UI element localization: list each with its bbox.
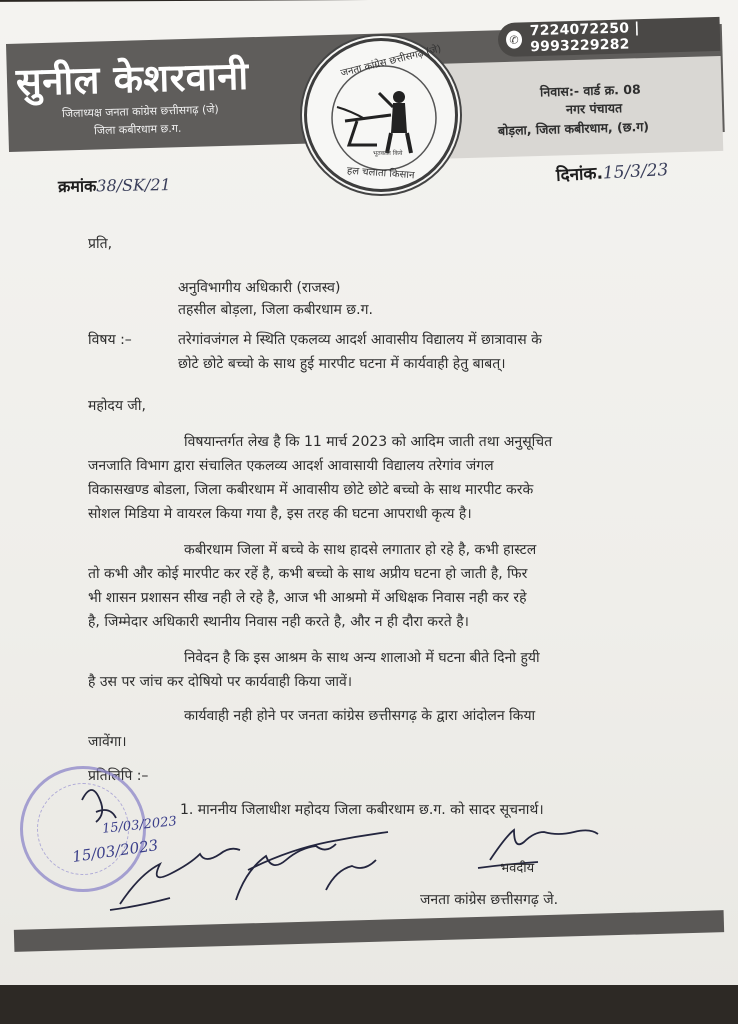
copy-label: प्रतिलिपि :– — [88, 768, 149, 784]
phone-numbers: 7224072250 | 9993229282 — [529, 20, 640, 56]
recipient-address: तहसील बोड़ला, जिला कबीरधाम छ.ग. — [178, 302, 373, 318]
para4-line-2: जावेंगा। — [88, 734, 127, 750]
recipient-title: अनुविभागीय अधिकारी (राजस्व) — [178, 280, 341, 296]
para3-line-1: निवेदन है कि इस आश्रम के साथ अन्य शालाओ में घटना बीते दिनो हुयी — [184, 650, 540, 666]
para1-line-3: विकासखण्ड बोडला, जिला कबीरधाम में आवासीय छोटे छोटे बच्चो के साथ मारपीट करके — [88, 482, 534, 498]
subject-line-2: छोटे छोटे बच्चो के साथ हुई मारपीट घटना में कार्यवाही हेतु बाबत्। — [178, 356, 506, 372]
phone-icon: ✆ — [506, 30, 522, 48]
para3-line-2: है उस पर जांच कर दोषियो पर कार्यवाही किया जावें। — [88, 674, 353, 690]
para1-line-1: विषयान्तर्गत लेख है कि 11 मार्च 2023 को आदिम जाती तथा अनुसूचित — [184, 434, 553, 450]
background-surface — [0, 985, 738, 1024]
sender-name: सुनील केशरवानी — [15, 53, 250, 105]
sender-designation: जिलाध्यक्ष जनता कांग्रेस छत्तीसगढ़ (जे) — [61, 102, 219, 121]
stamp-date-signed: 15/03/2023 — [101, 814, 178, 837]
para2-line-3: भी शासन प्रशासन सीख नही ले रहे है, आज भी आश्रमो में अधिक्षक निवास नही कर रहे — [88, 590, 527, 606]
closing: भवदीय — [500, 861, 535, 876]
signatory-org: जनता कांग्रेस छत्तीसगढ़ जे. — [420, 892, 559, 908]
para1-line-2: जनजाति विभाग द्वारा संचालित एकलव्य आदर्श आवासायी विद्यालय तरेगांव जंगल — [88, 458, 494, 474]
residence-nagar: नगर पंचायत — [565, 100, 623, 117]
para1-line-4: सोशल मिडिया मे वायरल किया गया है, इस तरह की घटना आपराधी कृत्य है। — [88, 506, 472, 522]
subject-label: विषय :– — [88, 332, 132, 348]
logo-bottom-text: हल चलाता किसान — [346, 165, 415, 182]
logo-top-text: जनता कांग्रेस छत्तीसगढ़ (जे) — [339, 43, 443, 80]
sender-district: जिला कबीरधाम छ.ग. — [93, 121, 182, 138]
residence-ward: निवास:- वार्ड क्र. 08 — [539, 81, 641, 100]
date-value: 15/3/23 — [602, 160, 669, 184]
salutation: महोदय जी, — [88, 398, 146, 414]
letter-date: दिनांक.15/3/23 — [555, 160, 669, 186]
residence-town: बोड़ला, जिला कबीरधाम, (छ.ग) — [497, 118, 650, 139]
reference-label: क्रमांक — [57, 176, 97, 196]
to-label: प्रति, — [88, 236, 113, 252]
date-label: दिनांक — [555, 163, 597, 186]
subject-line-1: तरेगांवजंगल मे स्थिति एकलव्य आदर्श आवासीय विद्यालय में छात्रावास के — [178, 332, 542, 348]
copy-item: 1. माननीय जिलाधीश महोदय जिला कबीरधाम छ.ग. को सादर सूचनार्थ। — [180, 802, 544, 818]
para2-line-1: कबीरधाम जिला में बच्चे के साथ हादसे लगातार हो रहे है, कभी हास्टल — [184, 542, 537, 558]
logo-caption: भूतकाल किये — [373, 150, 403, 157]
para2-line-2: तो कभी और कोई मारपीट कर रहें है, कभी बच्चो के साथ अप्रीय घटना हो जाती है, फिर — [88, 566, 528, 582]
para4-line-1: कार्यवाही नही होने पर जनता कांग्रेस छत्तीसगढ़ के द्वारा आंदोलन किया — [184, 708, 536, 724]
reference-value: 38/SK/21 — [96, 175, 171, 196]
para2-line-4: है, जिम्मेदार अधिकारी स्थानीय निवास नही करते है, और न ही दौरा करते है। — [88, 614, 469, 630]
stamp-date: 15/03/2023 — [71, 836, 160, 866]
